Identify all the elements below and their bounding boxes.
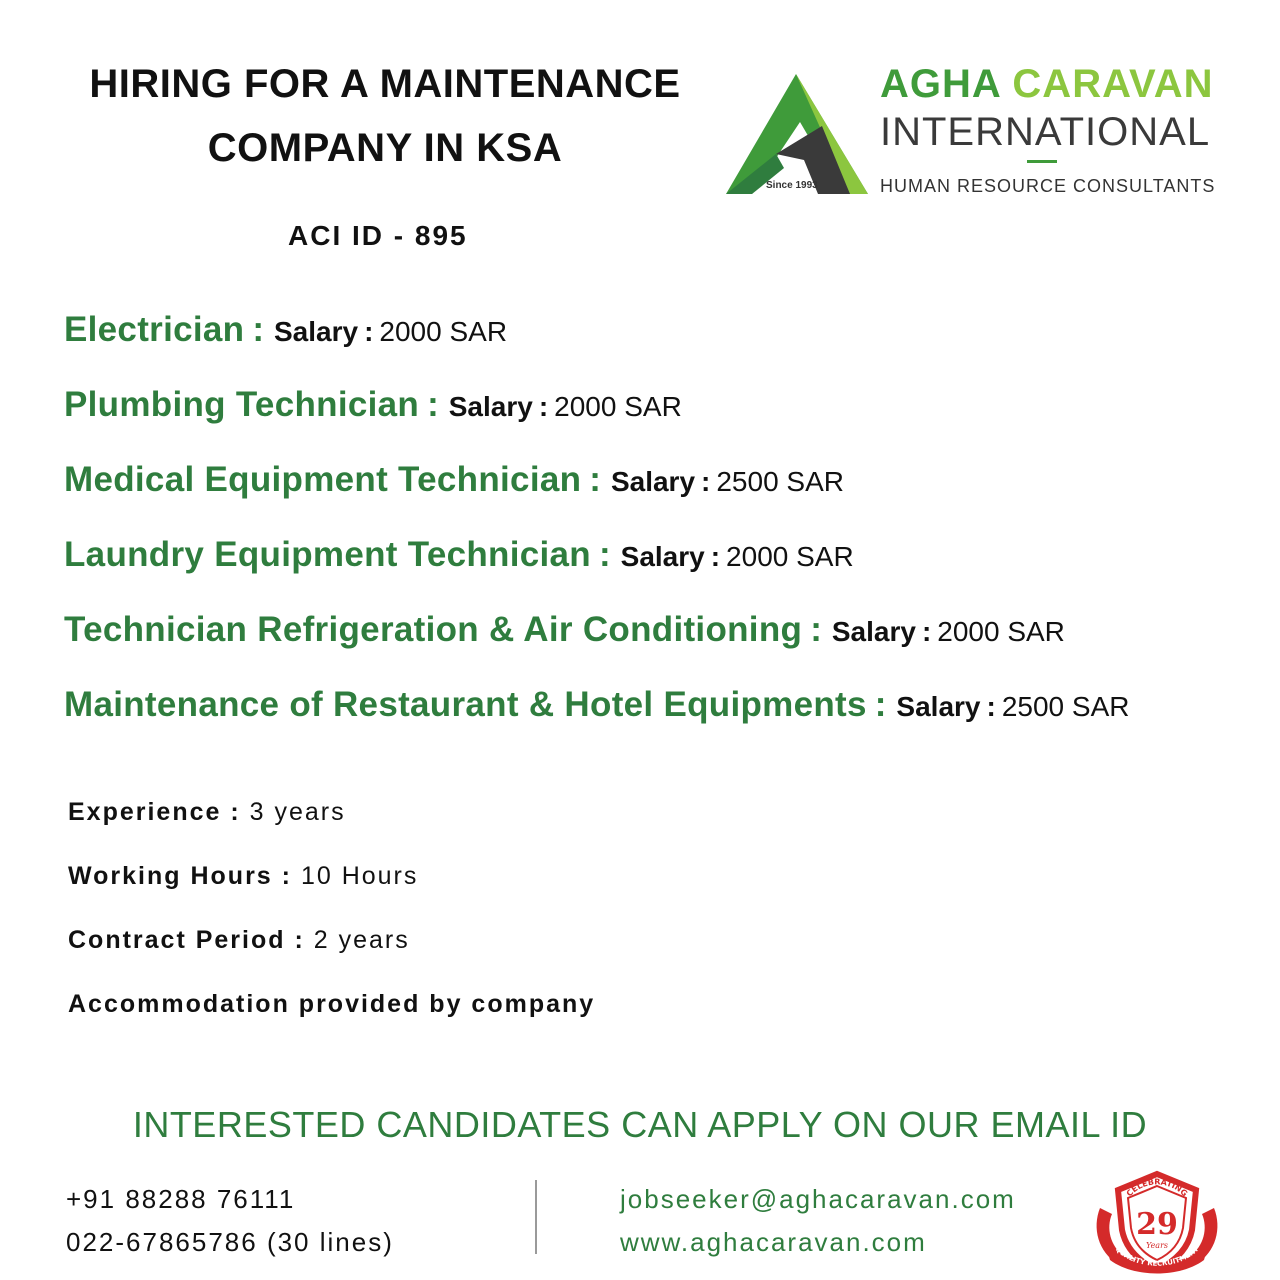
phone-number-1[interactable]: +91 88288 76111 xyxy=(66,1184,296,1214)
salary-value: 2500 SAR xyxy=(1001,691,1130,722)
accommodation-row xyxy=(68,990,868,1054)
job-row xyxy=(64,310,1264,385)
salary-label: Salary xyxy=(274,316,359,347)
contract-period-label: Contract Period : xyxy=(68,926,305,954)
badge-sub: Years xyxy=(1145,1241,1169,1250)
salary-colon: : xyxy=(538,391,549,422)
logo-divider xyxy=(1027,160,1057,163)
salary-colon: : xyxy=(364,316,374,347)
experience-value: 3 years xyxy=(249,798,346,826)
job-title: Electrician xyxy=(64,310,245,349)
salary-value: 2000 SAR xyxy=(379,316,508,347)
salary-value: 2000 SAR xyxy=(726,541,854,572)
salary-label: Salary xyxy=(831,616,916,647)
job-title: Maintenance of Restaurant & Hotel Equipments xyxy=(64,685,867,724)
salary-label: Salary xyxy=(448,391,533,422)
job-row xyxy=(64,460,1264,535)
job-separator: : xyxy=(427,385,439,424)
job-separator: : xyxy=(598,535,611,574)
logo-word-2: CARAVAN xyxy=(1012,62,1214,106)
job-title: Laundry Equipment Technician xyxy=(64,535,591,574)
headline xyxy=(60,52,710,180)
salary-label: Salary xyxy=(896,691,981,722)
salary-colon: : xyxy=(701,466,711,497)
badge-number: 29 xyxy=(1136,1207,1178,1242)
job-details xyxy=(68,798,868,1054)
experience-label: Experience : xyxy=(68,798,241,826)
footer-divider xyxy=(535,1180,537,1254)
headline-line-2: COMPANY IN KSA xyxy=(207,126,563,170)
logo-line-2: INTERNATIONAL xyxy=(880,110,1211,154)
job-row xyxy=(64,685,1264,760)
salary-colon: : xyxy=(986,691,996,722)
email-link[interactable]: jobseeker@aghacaravan.com xyxy=(620,1184,1016,1214)
salary-value: 2500 SAR xyxy=(716,466,844,497)
contract-period-row xyxy=(68,926,868,990)
website-link[interactable]: www.aghacaravan.com xyxy=(620,1227,927,1257)
job-title: Technician Refrigeration & Air Conditioning xyxy=(64,610,803,649)
job-separator: : xyxy=(810,610,822,649)
anniversary-badge-icon xyxy=(1092,1168,1222,1280)
job-list xyxy=(64,310,1264,760)
aci-id: ACI ID - 895 xyxy=(288,220,468,251)
job-row xyxy=(64,535,1264,610)
job-separator: : xyxy=(589,460,601,499)
salary-colon: : xyxy=(921,616,932,647)
experience-row xyxy=(68,798,868,862)
working-hours-value: 10 Hours xyxy=(300,862,419,890)
logo-name xyxy=(880,62,1213,107)
logo-word-1: AGHA xyxy=(880,62,1001,106)
job-separator: : xyxy=(252,310,264,349)
contact-links xyxy=(620,1178,1016,1264)
phone-numbers xyxy=(66,1178,394,1264)
salary-value: 2000 SAR xyxy=(554,391,682,422)
working-hours-label: Working Hours : xyxy=(68,862,292,890)
salary-colon: : xyxy=(710,541,721,572)
phone-number-2[interactable]: 022-67865786 (30 lines) xyxy=(66,1227,394,1257)
contract-period-value: 2 years xyxy=(313,926,410,954)
salary-label: Salary xyxy=(610,466,696,497)
salary-value: 2000 SAR xyxy=(937,616,1065,647)
badge-bottom-textpath: QUALITY RECRUITMENT xyxy=(1113,1245,1201,1268)
job-title: Plumbing Technician xyxy=(64,385,420,424)
accommodation-text: Accommodation provided by company xyxy=(68,990,596,1018)
apply-call-to-action: INTERESTED CANDIDATES CAN APPLY ON OUR EMAIL ID xyxy=(132,1104,1148,1145)
company-logo xyxy=(722,58,1242,208)
working-hours-row xyxy=(68,862,868,926)
job-separator: : xyxy=(874,685,887,724)
job-row xyxy=(64,385,1264,460)
logo-tagline: HUMAN RESOURCE CONSULTANTS xyxy=(880,176,1216,196)
badge-top-textpath: CELEBRATING xyxy=(1124,1177,1190,1199)
job-title: Medical Equipment Technician xyxy=(64,460,582,499)
salary-label: Salary xyxy=(620,541,705,572)
logo-since-text: Since 1993 xyxy=(766,180,818,191)
job-row xyxy=(64,610,1264,685)
headline-line-1: HIRING FOR A MAINTENANCE xyxy=(89,62,681,106)
